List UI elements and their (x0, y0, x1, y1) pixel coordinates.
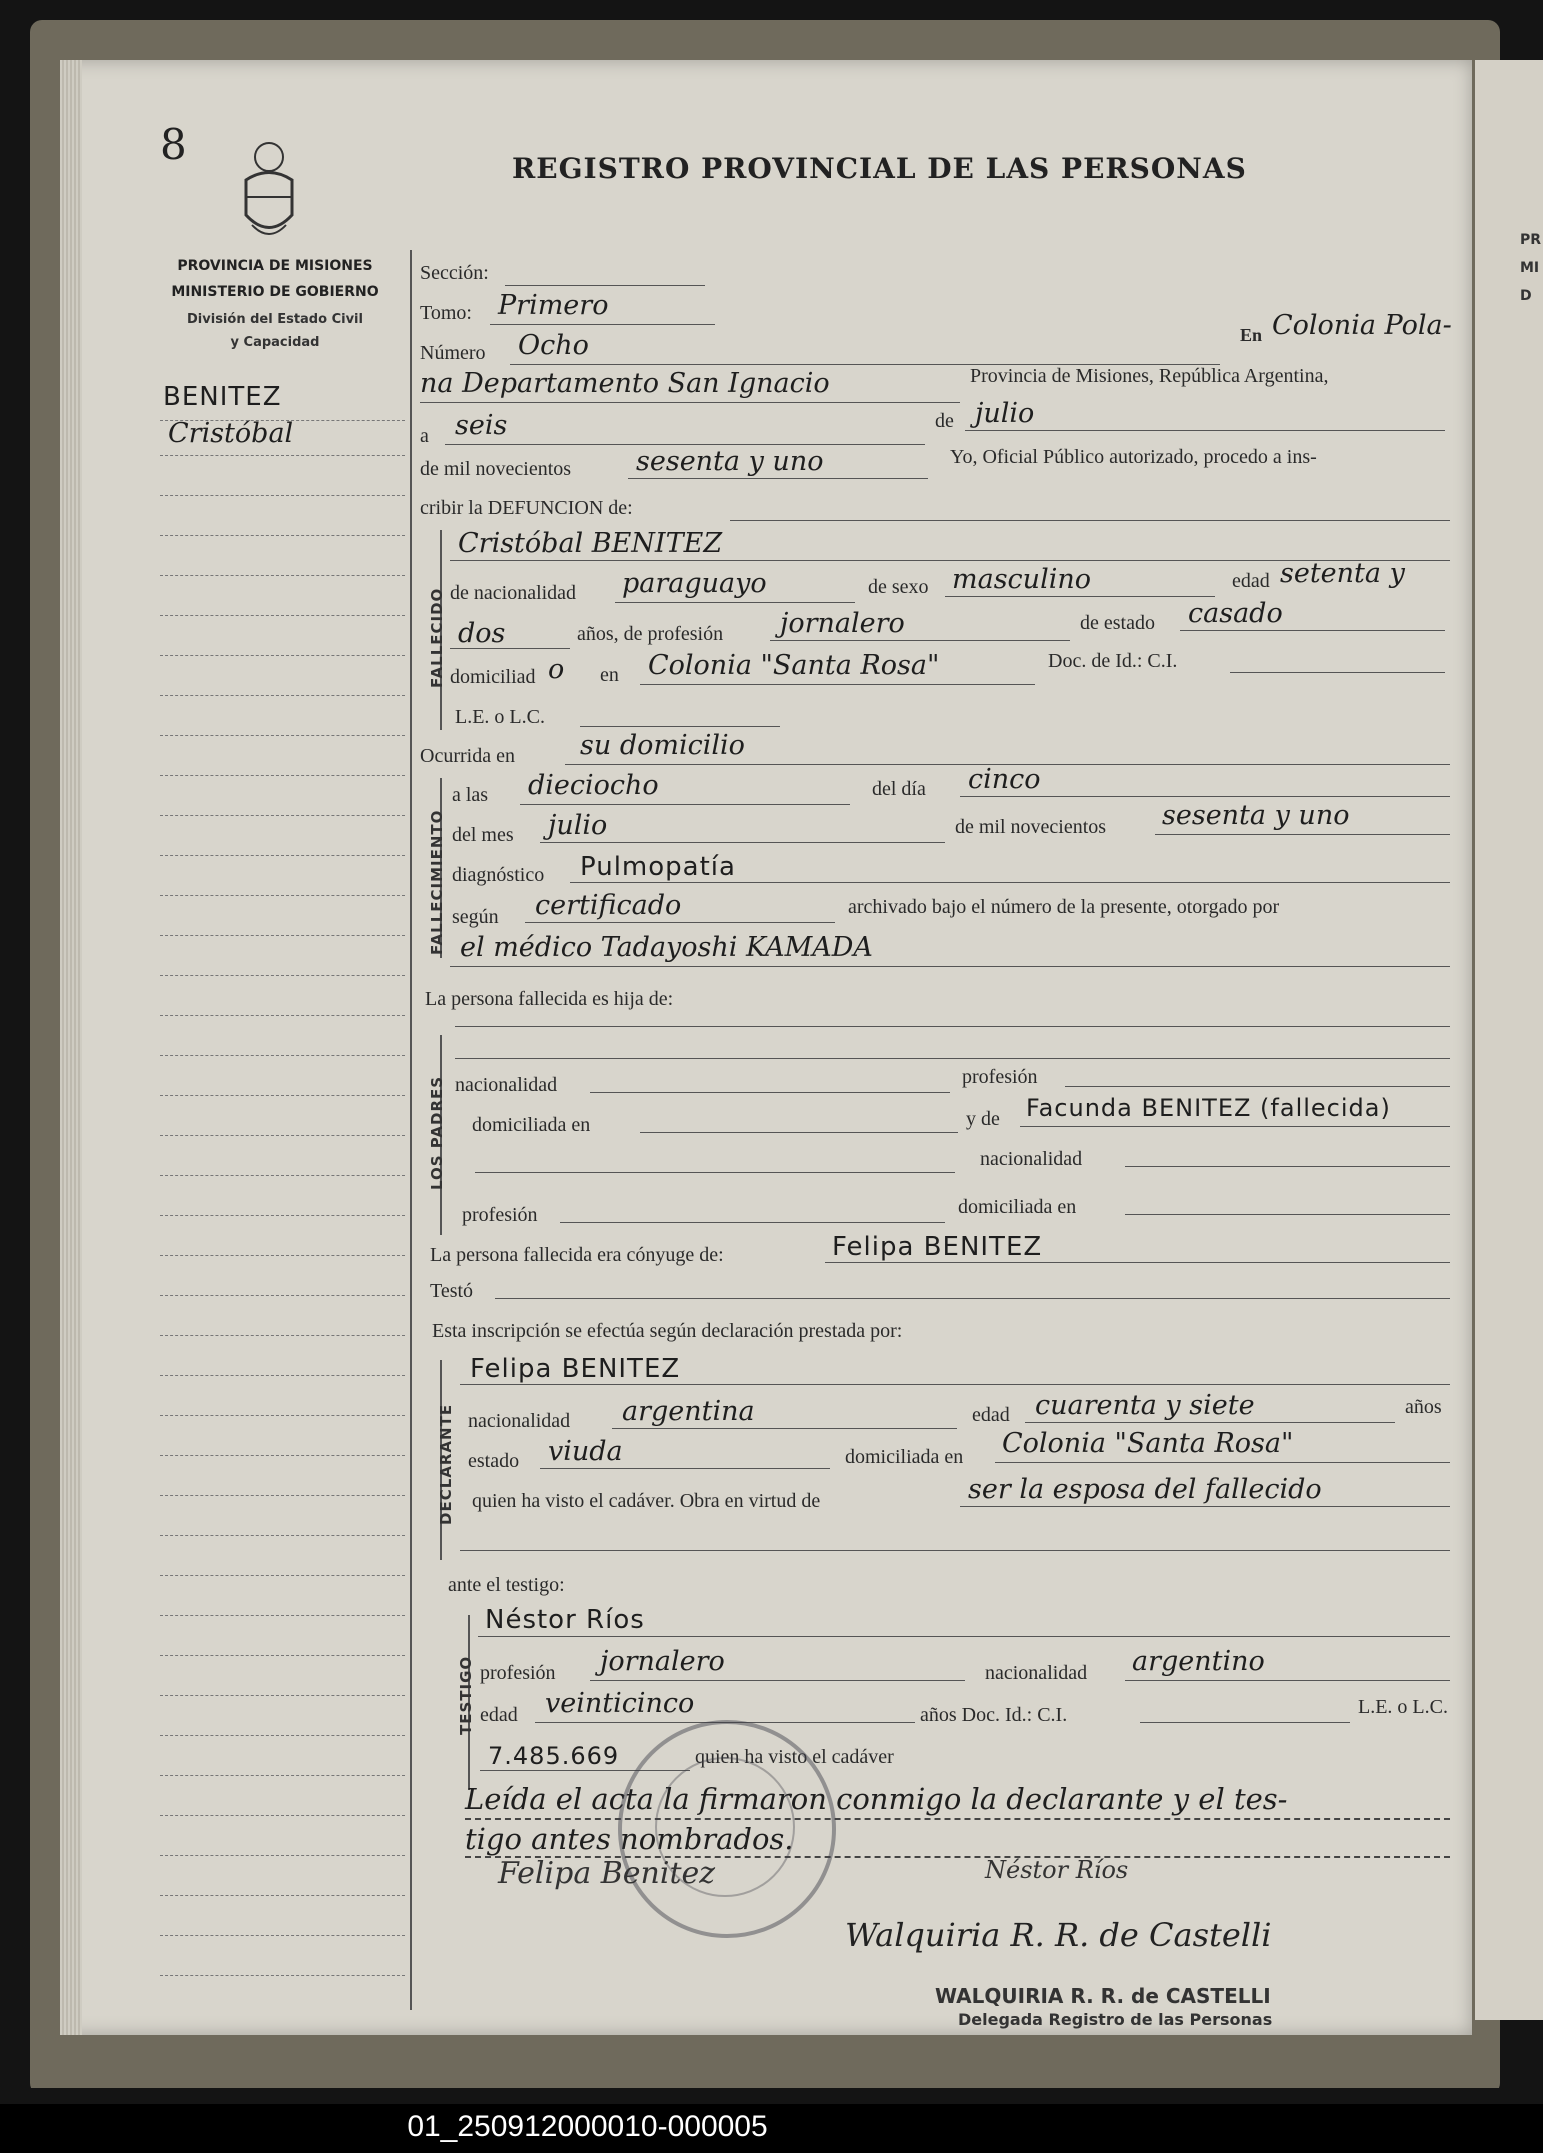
nacionalidad-label: nacionalidad (468, 1410, 571, 1432)
medico-value: el médico Tadayoshi KAMADA (460, 932, 873, 963)
en-value: Colonia Pola- (1272, 310, 1452, 341)
conyuge-line (825, 1262, 1450, 1263)
section-label-declarante: DECLARANTE (437, 1403, 455, 1525)
testo-label: Testó (430, 1280, 474, 1302)
day-line (445, 444, 925, 445)
visto-label: quien ha visto el cadáver. Obra en virtud de (472, 1490, 821, 1512)
estado-label: estado (468, 1450, 520, 1472)
a-label: a (420, 425, 429, 447)
segun-line (525, 922, 835, 923)
domiciliado-label: domiciliad (450, 666, 536, 688)
estado-label: de estado (1080, 612, 1155, 634)
provincia-label: Provincia de Misiones, República Argentina, (970, 365, 1329, 387)
en-label: en (600, 664, 619, 686)
visto-label: quien ha visto el cadáver (695, 1746, 894, 1768)
month-value: julio (975, 398, 1035, 429)
adjacent-page-text: D (1520, 288, 1532, 304)
inscribir-label: cribir la DEFUNCION de: (420, 497, 633, 519)
le-label: L.E. o L.C. (455, 706, 545, 728)
nacionalidad-value: paraguayo (622, 568, 767, 599)
declarante-intro: Esta inscripción se efectúa según declaración prestada por: (432, 1320, 903, 1342)
ministry-line: División del Estado Civil (187, 312, 363, 327)
profesion-line (770, 640, 1070, 641)
margin-given-name: Cristóbal (168, 418, 294, 449)
nacionalidad2-line (1125, 1166, 1450, 1167)
nacionalidad2-label: nacionalidad (980, 1148, 1083, 1170)
domiciliada2-label: domiciliada en (958, 1196, 1077, 1218)
edad-line (450, 648, 570, 649)
padre-line (455, 1026, 1450, 1027)
margin-surname: BENITEZ (163, 382, 282, 412)
conyuge-value: Felipa BENITEZ (832, 1232, 1043, 1262)
nacionalidad-label: de nacionalidad (450, 582, 577, 604)
day-value: seis (455, 410, 508, 441)
closing-line-1: Leída el acta la firmaron conmigo la declarante y el tes- (465, 1782, 1288, 1816)
seccion-label: Sección: (420, 262, 489, 284)
closing-line-2: tigo antes nombrados. (465, 1822, 794, 1856)
hora-value: dieciocho (528, 770, 659, 801)
sexo-value: masculino (952, 564, 1091, 595)
ministry-line: PROVINCIA DE MISIONES (177, 258, 373, 274)
nacionalidad-value: argentina (622, 1396, 755, 1427)
declarante-name: Felipa BENITEZ (470, 1354, 681, 1384)
location-value: na Departamento San Ignacio (420, 368, 830, 399)
tomo-value: Primero (498, 290, 609, 321)
seccion-line (505, 285, 705, 286)
segun-value: certificado (535, 890, 682, 921)
edad-value: cuarenta y siete (1035, 1390, 1255, 1421)
stamp-role: Delegada Registro de las Personas (958, 2010, 1273, 2029)
adjacent-page (1475, 60, 1543, 2020)
edad-label: edad (480, 1704, 518, 1726)
segun-label: según (452, 906, 499, 928)
doc-line (1230, 672, 1445, 673)
ministry-line: MINISTERIO DE GOBIERNO (171, 284, 379, 300)
domiciliada-label: domiciliada en (845, 1446, 964, 1468)
scan-margin (0, 2088, 1543, 2104)
month-line (965, 430, 1445, 431)
dia-line (960, 796, 1450, 797)
obra-line (960, 1506, 1450, 1507)
medico-line (450, 966, 1450, 967)
profesion-label: profesión (480, 1662, 556, 1684)
section-label-padres: LOS PADRES (428, 1075, 446, 1190)
location-line (420, 402, 960, 403)
estado-value: casado (1188, 598, 1283, 629)
declarante-name-line (460, 1384, 1450, 1385)
archivado-label: archivado bajo el número de la presente, otorgado por (848, 896, 1280, 918)
scan-file-id: 01_250912000010-000005 (407, 2110, 768, 2143)
anios-label: años, de profesión (577, 623, 724, 645)
profesion-label: profesión (962, 1066, 1038, 1088)
closing-line-1-rule (465, 1818, 1450, 1820)
domiciliada-line (640, 1132, 958, 1133)
estado-line (540, 1468, 830, 1469)
nacionalidad-label: nacionalidad (455, 1074, 558, 1096)
signature-declarante: Felipa Benitez (498, 1856, 716, 1891)
madre-line (1020, 1126, 1450, 1127)
mes-value: julio (548, 810, 608, 841)
doc-label: Doc. de Id.: C.I. (1048, 650, 1178, 672)
section-label-fallecimiento: FALLECIMIENTO (428, 809, 446, 955)
sexo-line (945, 596, 1215, 597)
section-label-testigo: TESTIGO (457, 1655, 475, 1735)
edad-value-cont: dos (458, 618, 506, 649)
ministry-line: y Capacidad (230, 335, 320, 350)
edad-label: edad (1232, 570, 1270, 592)
numero-label: Número (420, 342, 486, 364)
nacionalidad-line (1125, 1680, 1450, 1681)
domicilio-value: Colonia "Santa Rosa" (1002, 1428, 1294, 1459)
year-line (628, 478, 928, 479)
mes-label: del mes (452, 824, 514, 846)
adjacent-page-text: PR (1520, 232, 1542, 248)
yo-label: Yo, Oficial Público autorizado, procedo a ins- (950, 446, 1317, 468)
stamp-name: WALQUIRIA R. R. de CASTELLI (935, 1984, 1271, 2008)
numero-value: Ocho (518, 330, 589, 361)
testigo-name: Néstor Ríos (485, 1605, 645, 1635)
diagnostico-line (570, 882, 1450, 883)
profesion2-label: profesión (462, 1204, 538, 1226)
declarante-extra-line (460, 1550, 1450, 1551)
ocurrida-label: Ocurrida en (420, 745, 515, 767)
page-number: 8 (160, 120, 187, 169)
mil-label: de mil novecientos (420, 458, 572, 480)
form-border (410, 250, 412, 2010)
nacionalidad-line (615, 602, 855, 603)
edad-value: setenta y (1280, 558, 1405, 589)
edad-value: veinticinco (545, 1688, 695, 1719)
padre-line-2 (455, 1058, 1450, 1059)
adjacent-page-text: MI (1520, 260, 1540, 276)
anio-line (1155, 834, 1450, 835)
domiciliada2-line (1125, 1214, 1450, 1215)
testo-line (495, 1298, 1450, 1299)
profesion-line (590, 1680, 965, 1681)
nacionalidad-label: nacionalidad (985, 1662, 1088, 1684)
le-label: L.E. o L.C. (1358, 1696, 1448, 1718)
signature-testigo: Néstor Ríos (985, 1856, 1129, 1884)
year-value: sesenta y uno (636, 446, 824, 477)
edad-label: edad (972, 1404, 1010, 1426)
diagnostico-value: Pulmopatía (580, 852, 736, 882)
lugar-value: su domicilio (580, 730, 745, 761)
en-label: En (1240, 325, 1263, 345)
nacionalidad-line (590, 1092, 950, 1093)
domiciliado-suffix: o (548, 654, 565, 685)
doc-label: años Doc. Id.: C.I. (920, 1704, 1068, 1726)
estado-line (1180, 630, 1445, 631)
conyuge-label: La persona fallecida era cónyuge de: (430, 1244, 724, 1266)
section-label-fallecido: FALLECIDO (428, 587, 446, 688)
de-label: de (935, 410, 954, 432)
hora-line (520, 804, 850, 805)
profesion-value: jornalero (600, 1646, 725, 1677)
testigo-name-line (478, 1636, 1450, 1637)
signature-oficial: Walquiria R. R. de Castelli (845, 1916, 1272, 1954)
mes-line (540, 842, 945, 843)
alas-label: a las (452, 784, 489, 806)
page-edges (60, 60, 82, 2035)
estado-value: viuda (548, 1436, 623, 1467)
madre-extra-line (475, 1172, 955, 1173)
diagnostico-label: diagnóstico (452, 864, 545, 886)
domicilio-line (640, 684, 1035, 685)
domicilio-value: Colonia "Santa Rosa" (648, 650, 940, 681)
mil-label: de mil novecientos (955, 816, 1107, 838)
dia-value: cinco (968, 764, 1041, 795)
edad-line (1025, 1422, 1395, 1423)
le-line (580, 726, 780, 727)
profesion-line (1065, 1086, 1450, 1087)
nacionalidad-line (612, 1428, 957, 1429)
profesion2-line (560, 1222, 945, 1223)
domicilio-line (995, 1462, 1450, 1463)
padres-intro: La persona fallecida es hija de: (425, 988, 674, 1010)
coat-of-arms-icon (238, 135, 300, 245)
inscribir-line (730, 520, 1450, 521)
madre-value: Facunda BENITEZ (fallecida) (1026, 1094, 1391, 1122)
anios-label: años (1405, 1396, 1442, 1418)
tomo-label: Tomo: (420, 302, 472, 324)
testigo-intro: ante el testigo: (448, 1574, 565, 1596)
sexo-label: de sexo (868, 576, 929, 598)
profesion-value: jornalero (780, 608, 905, 639)
doc-line (1140, 1722, 1350, 1723)
page-title: REGISTRO PROVINCIAL DE LAS PERSONAS (512, 152, 1247, 185)
anio-value: sesenta y uno (1162, 800, 1350, 831)
domiciliada-label: domiciliada en (472, 1114, 591, 1136)
obra-value: ser la esposa del fallecido (968, 1474, 1322, 1505)
tomo-line (490, 324, 715, 325)
dia-label: del día (872, 778, 926, 800)
yde-label: y de (966, 1108, 1000, 1130)
doc-number: 7.485.669 (488, 1742, 620, 1770)
nacionalidad-value: argentino (1132, 1646, 1265, 1677)
deceased-name: Cristóbal BENITEZ (458, 528, 723, 559)
